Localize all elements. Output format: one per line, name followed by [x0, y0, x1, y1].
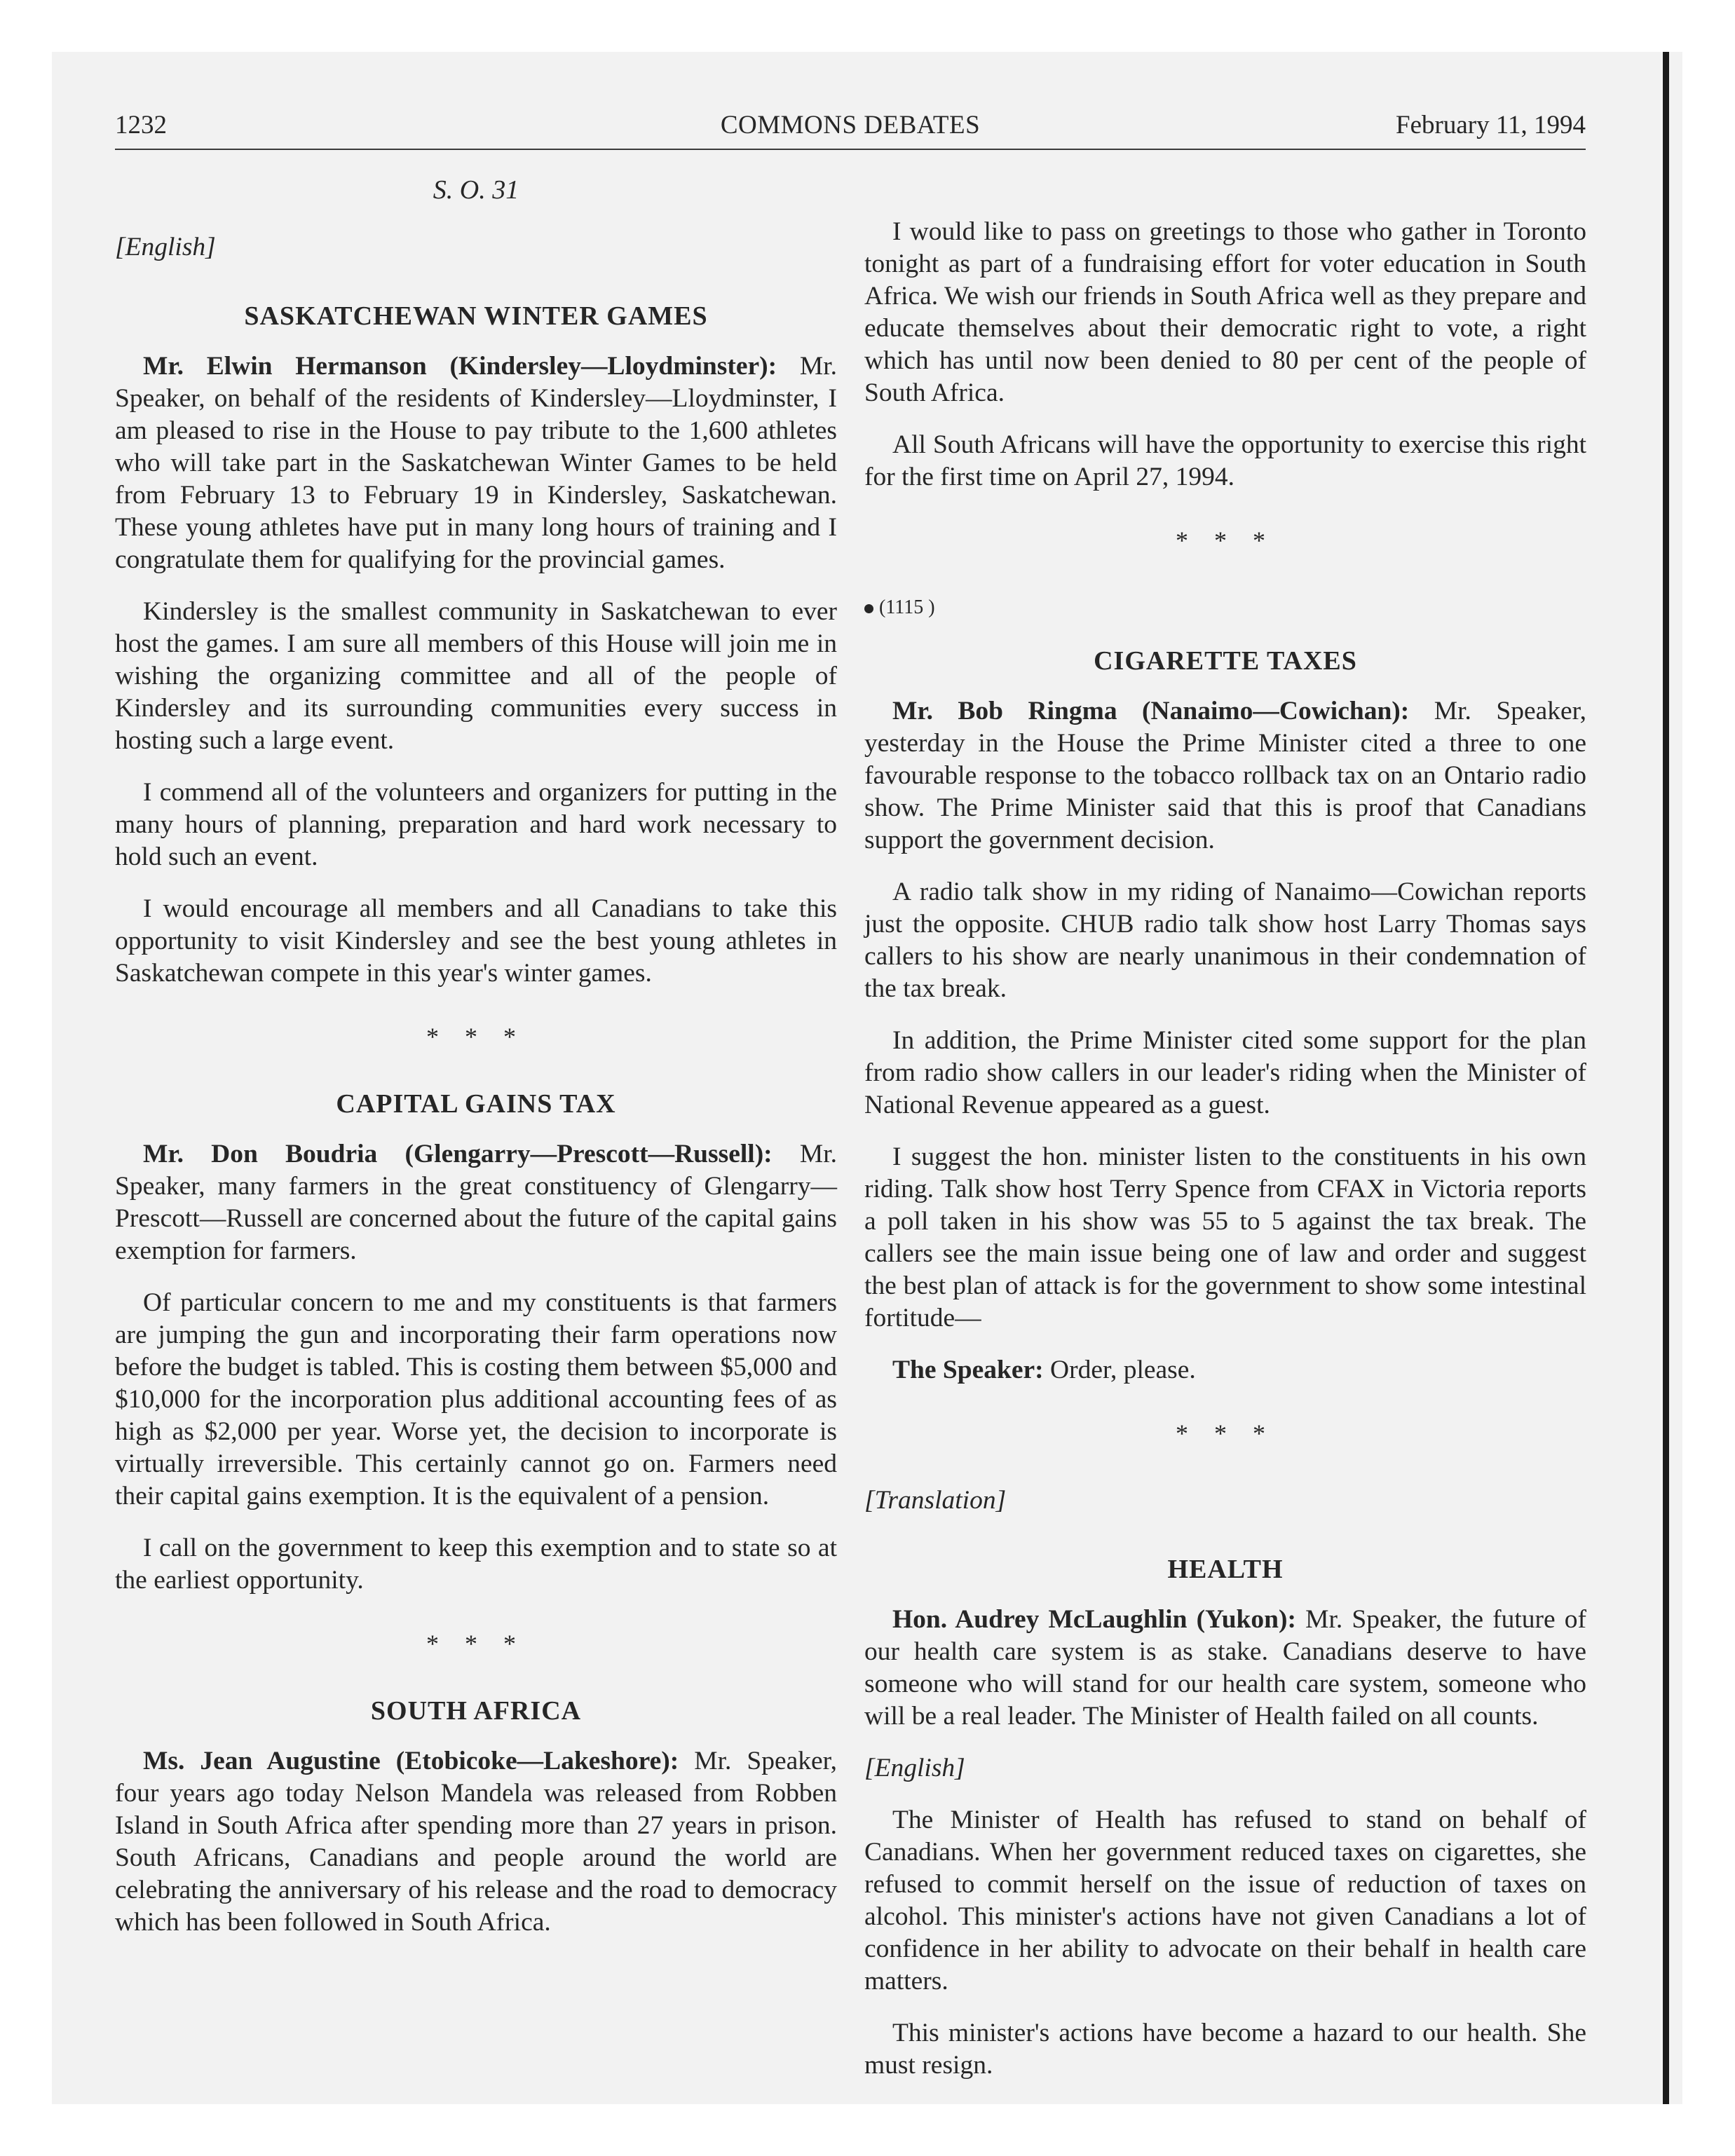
heading-cigarette-taxes: CIGARETTE TAXES: [1094, 646, 1357, 676]
heading-health: HEALTH: [1167, 1555, 1284, 1584]
statement-paragraph: Mr. Bob Ringma (Nanaimo—Cowichan): Mr. Speaker, yesterday in the House the Prime Minister cited a three to one favourable response to the tobacco rollback tax on an Ontario radio show. The Prime Minister said that this is proof that Canadians support the government decision.: [864, 697, 1586, 854]
speaker-name: Mr. Elwin Hermanson (Kindersley—Lloydminster):: [143, 352, 777, 381]
statement-paragraph: Hon. Audrey McLaughlin (Yukon): Mr. Speaker, the future of our health care system is as stake. Canadians deserve to have someone who will stand for our health care system, someone who will be a real leader. The Minister of Health failed on all counts.: [864, 1605, 1586, 1731]
speaker-name: The Speaker:: [892, 1356, 1044, 1384]
speaker-name: Hon. Audrey McLaughlin (Yukon):: [892, 1605, 1296, 1634]
statement-paragraph: In addition, the Prime Minister cited some support for the plan from radio show callers in our leader's riding when the Minister of National Revenue appeared as a guest.: [864, 1026, 1586, 1119]
heading-saskatchewan-winter-games: SASKATCHEWAN WINTER GAMES: [244, 301, 708, 331]
debate-date: February 11, 1994: [1396, 111, 1586, 139]
statement-paragraph: The Minister of Health has refused to stand on behalf of Canadians. When her government reduced taxes on cigarettes, she refused to commit herself on the issue of reduction of taxes on alcohol. This minister's actions have not given Canadians a lot of confidence in her ability to advocate on their behalf in health care matters.: [864, 1806, 1586, 1995]
statement-paragraph: I would like to pass on greetings to those who gather in Toronto tonight as part of a fundraising effort for voter education in South Africa. We wish our friends in South Africa well as they prepare and educate themselves about their democratic right to vote, a right which has until now been denied to 80 per cent of the people of South Africa.: [864, 217, 1586, 407]
statement-paragraph: I suggest the hon. minister listen to the constituents in his own riding. Talk show host Terry Spence from CFAX in Victoria reports a poll taken in his show was 55 to 5 against the tax break. The callers see the main issue being one of law and order and suggest the best plan of attack is for the government to show some intestinal fortitude—: [864, 1142, 1586, 1332]
page-header: [115, 98, 1586, 150]
speaker-name: Ms. Jean Augustine (Etobicoke—Lakeshore):: [143, 1747, 679, 1775]
language-note: [English]: [115, 233, 216, 261]
section-separator: * * *: [1176, 526, 1275, 554]
statement-paragraph: A radio talk show in my riding of Nanaimo—Cowichan reports just the opposite. CHUB radio talk show host Larry Thomas says callers to his show are nearly unanimous in their condemnation of the tax break.: [864, 878, 1586, 1003]
speaker-name: Mr. Don Boudria (Glengarry—Prescott—Russell):: [143, 1140, 773, 1168]
statement-paragraph: Mr. Elwin Hermanson (Kindersley—Lloydminster): Mr. Speaker, on behalf of the residents of Kindersley—Lloydminster, I am pleased to rise in the House to pay tribute to the 1,600 athletes who will take part in the Saskatchewan Winter Games to be held from February 13 to February 19 in Kindersley, Saskatchewan. These young athletes have put in many long hours of training and I congratulate them for qualifying for the provincial games.: [115, 352, 838, 574]
statement-paragraph: I call on the government to keep this exemption and to state so at the earliest opportunity.: [115, 1534, 837, 1595]
language-note: [Translation]: [864, 1486, 1007, 1515]
statement-paragraph: Mr. Don Boudria (Glengarry—Prescott—Russell): Mr. Speaker, many farmers in the great constituency of Glengarry—Prescott—Russell are concerned about the future of the capital gains exemption for farmers.: [115, 1140, 837, 1265]
heading-south-africa: SOUTH AFRICA: [370, 1696, 582, 1726]
section-separator: * * *: [426, 1023, 526, 1051]
right-column: [864, 216, 1586, 2101]
statement-paragraph: Kindersley is the smallest community in Saskatchewan to ever host the games. I am sure all members of this House will join me in wishing the organizing committee and all of the people of Kindersley and its surrounding communities every success in hosting such a large event.: [115, 597, 837, 755]
statement-paragraph: I commend all of the volunteers and organizers for putting in the many hours of planning, preparation and hard work necessary to hold such an event.: [115, 778, 837, 871]
statement-paragraph: This minister's actions have become a hazard to our health. She must resign.: [864, 2019, 1586, 2080]
speaker-name: Mr. Bob Ringma (Nanaimo—Cowichan):: [892, 697, 1410, 725]
heading-capital-gains-tax: CAPITAL GAINS TAX: [336, 1089, 616, 1119]
statement-paragraph: All South Africans will have the opportunity to exercise this right for the first time on April 27, 1994.: [864, 430, 1586, 491]
speaker-interjection: The Speaker: Order, please.: [892, 1356, 1196, 1384]
statement-paragraph: Ms. Jean Augustine (Etobicoke—Lakeshore): Mr. Speaker, four years ago today Nelson Mandela was released from Robben Island in South Africa after spending more than 27 years in prison. South Africans, Canadians and people around the world are celebrating the anniversary of his release and the road to democracy which has been followed in South Africa.: [115, 1747, 838, 1937]
publication-title: COMMONS DEBATES: [720, 111, 981, 139]
page-number: 1232: [115, 111, 167, 139]
time-marker: (1115 ): [864, 592, 1586, 624]
left-column: [115, 168, 837, 1958]
standing-order-marker: S. O. 31: [433, 175, 519, 205]
section-separator: * * *: [1176, 1419, 1275, 1447]
bullet-icon: [864, 604, 873, 613]
statement-paragraph: I would encourage all members and all Canadians to take this opportunity to visit Kindersley and see the best young athletes in Saskatchewan compete in this year's winter games.: [115, 894, 837, 988]
statement-paragraph: Of particular concern to me and my constituents is that farmers are jumping the gun and incorporating their farm operations now before the budget is tabled. This is costing them between $5,000 and $10,000 for the incorporation plus additional accounting fees of as high as $2,000 per year. Worse yet, the decision to incorporate is virtually irreversible. This certainly cannot go on. Farmers need their capital gains exemption. It is the equivalent of a pension.: [115, 1288, 837, 1510]
page-edge-shadow: [1663, 52, 1669, 2104]
section-separator: * * *: [426, 1630, 526, 1658]
language-note: [English]: [864, 1754, 965, 1782]
